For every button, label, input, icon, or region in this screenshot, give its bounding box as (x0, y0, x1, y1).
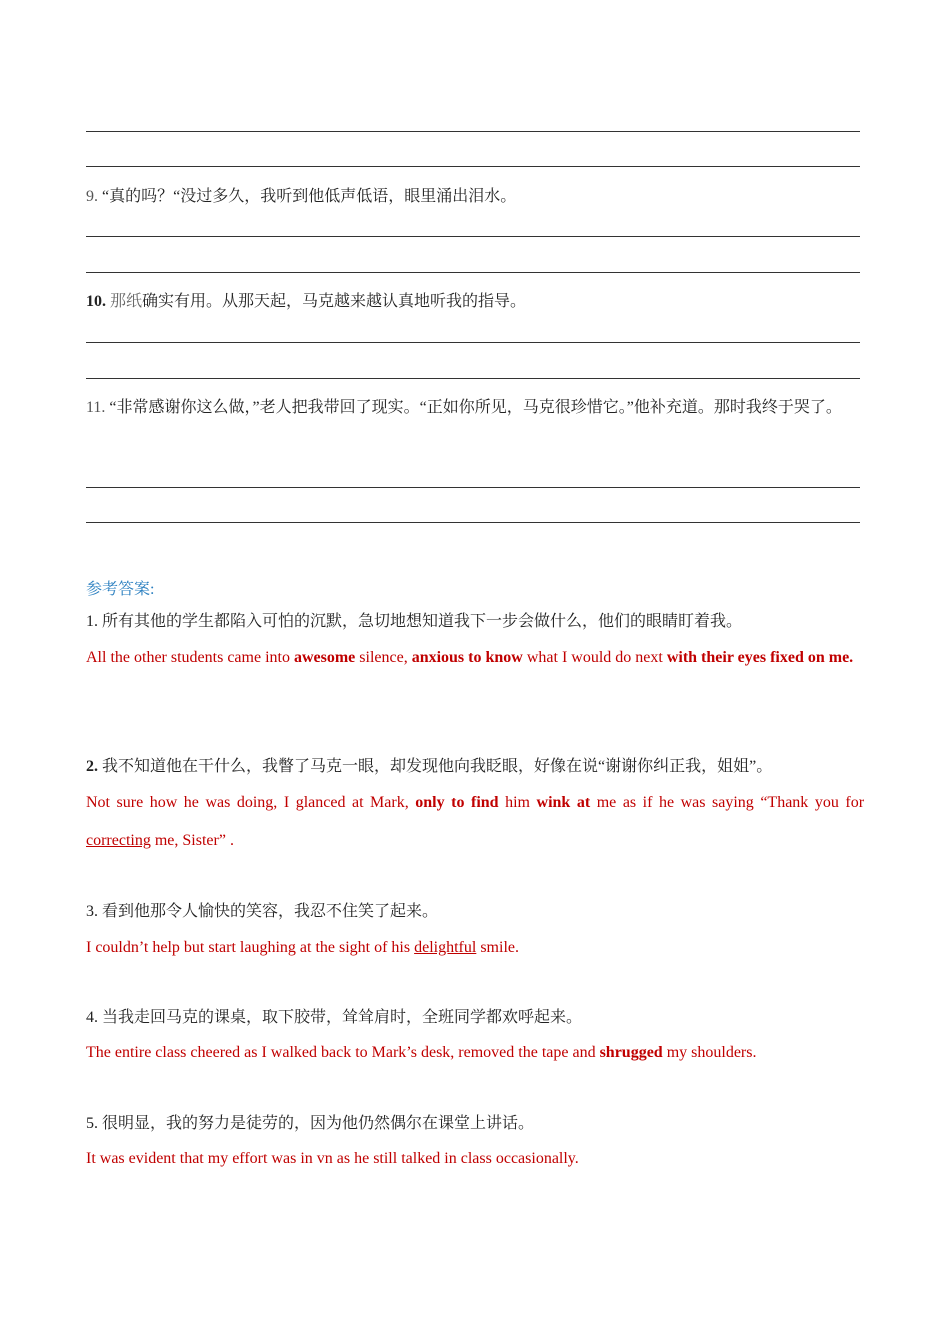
answer-text: All the other students came into (86, 649, 294, 666)
answer-underlined-word: delightful (414, 939, 477, 956)
question-text: “真的吗？“没过多久，我听到他低声低语，眼里涌出泪水。 (102, 188, 517, 205)
answer-line (86, 272, 860, 273)
question-11 (86, 389, 864, 427)
question-9 (86, 178, 864, 216)
answer-english-3 (86, 929, 864, 967)
answer-text: I couldn’t help but start laughing at the sight of his (86, 939, 415, 956)
answer-chinese: 很明显，我的努力是徒劳的，因为他仍然偶尔在课堂上讲话。 (102, 1115, 535, 1132)
answer-keyword: wink at (536, 794, 591, 811)
answer-number: 2. (86, 758, 98, 775)
answer-keyword: only to find (415, 794, 499, 811)
answer-english-1 (86, 639, 864, 677)
answer-text: my shoulders. (662, 1044, 757, 1061)
answer-number: 3. (86, 903, 98, 920)
answer-question-4 (86, 999, 864, 1037)
answer-underlined-word: correcting (86, 832, 151, 849)
answer-english-4 (86, 1034, 864, 1072)
question-number: 9. (86, 188, 98, 205)
answer-text: him (498, 794, 537, 811)
answer-line (86, 378, 860, 379)
answers-heading: 参考答案: (86, 581, 155, 598)
answer-text: what I would do next (522, 649, 667, 666)
answer-number: 1. (86, 613, 98, 630)
answer-question-3 (86, 893, 864, 931)
answer-chinese: 看到他那令人愉快的笑容，我忍不住笑了起来。 (102, 903, 439, 920)
answer-text: silence, (355, 649, 412, 666)
question-prefix: 那纸 (110, 293, 143, 310)
question-number: 10. (86, 293, 106, 310)
question-number: 11. (86, 399, 106, 416)
answer-text: It was evident that my effort was in vn as he still talked in class occasionally. (86, 1150, 579, 1167)
answer-chinese: 当我走回马克的课桌，取下胶带，耸耸肩时，全班同学都欢呼起来。 (102, 1009, 583, 1026)
answer-keyword: awesome (293, 649, 356, 666)
answer-line (86, 342, 860, 343)
answer-english-2 (86, 784, 864, 860)
answer-line (86, 522, 860, 523)
answer-text: me, Sister” . (150, 832, 234, 849)
answer-text: smile. (476, 939, 519, 956)
answer-question-1 (86, 603, 864, 641)
answer-number: 5. (86, 1115, 98, 1132)
answer-number: 4. (86, 1009, 98, 1026)
answer-line (86, 131, 860, 132)
answer-question-2 (86, 748, 864, 786)
answer-english-5 (86, 1140, 864, 1178)
answer-keyword: shrugged (599, 1044, 663, 1061)
question-text: “非常感谢你这么做，”老人把我带回了现实。“正如你所见，马克很珍惜它。”他补充道。那时我终于哭了。 (109, 399, 842, 416)
answer-keyword: anxious to know (411, 649, 523, 666)
question-text: 确实有用。从那天起，马克越来越认真地听我的指导。 (142, 293, 527, 310)
answer-line (86, 487, 860, 488)
answer-text: me as if he was saying “Thank you for (590, 794, 865, 811)
answer-question-5 (86, 1105, 864, 1143)
question-10 (86, 283, 864, 321)
answer-chinese: 我不知道他在干什么，我瞥了马克一眼，却发现他向我眨眼，好像在说“谢谢你纠正我，姐姐”。 (102, 758, 773, 775)
answer-line (86, 236, 860, 237)
answer-chinese: 所有其他的学生都陷入可怕的沉默，急切地想知道我下一步会做什么，他们的眼睛盯着我。 (102, 613, 743, 630)
answer-keyword: with their eyes fixed on me. (666, 649, 854, 666)
answer-text: Not sure how he was doing, I glanced at Mark, (86, 794, 416, 811)
answer-text: The entire class cheered as I walked back to Mark’s desk, removed the tape and (86, 1044, 600, 1061)
answer-line (86, 166, 860, 167)
